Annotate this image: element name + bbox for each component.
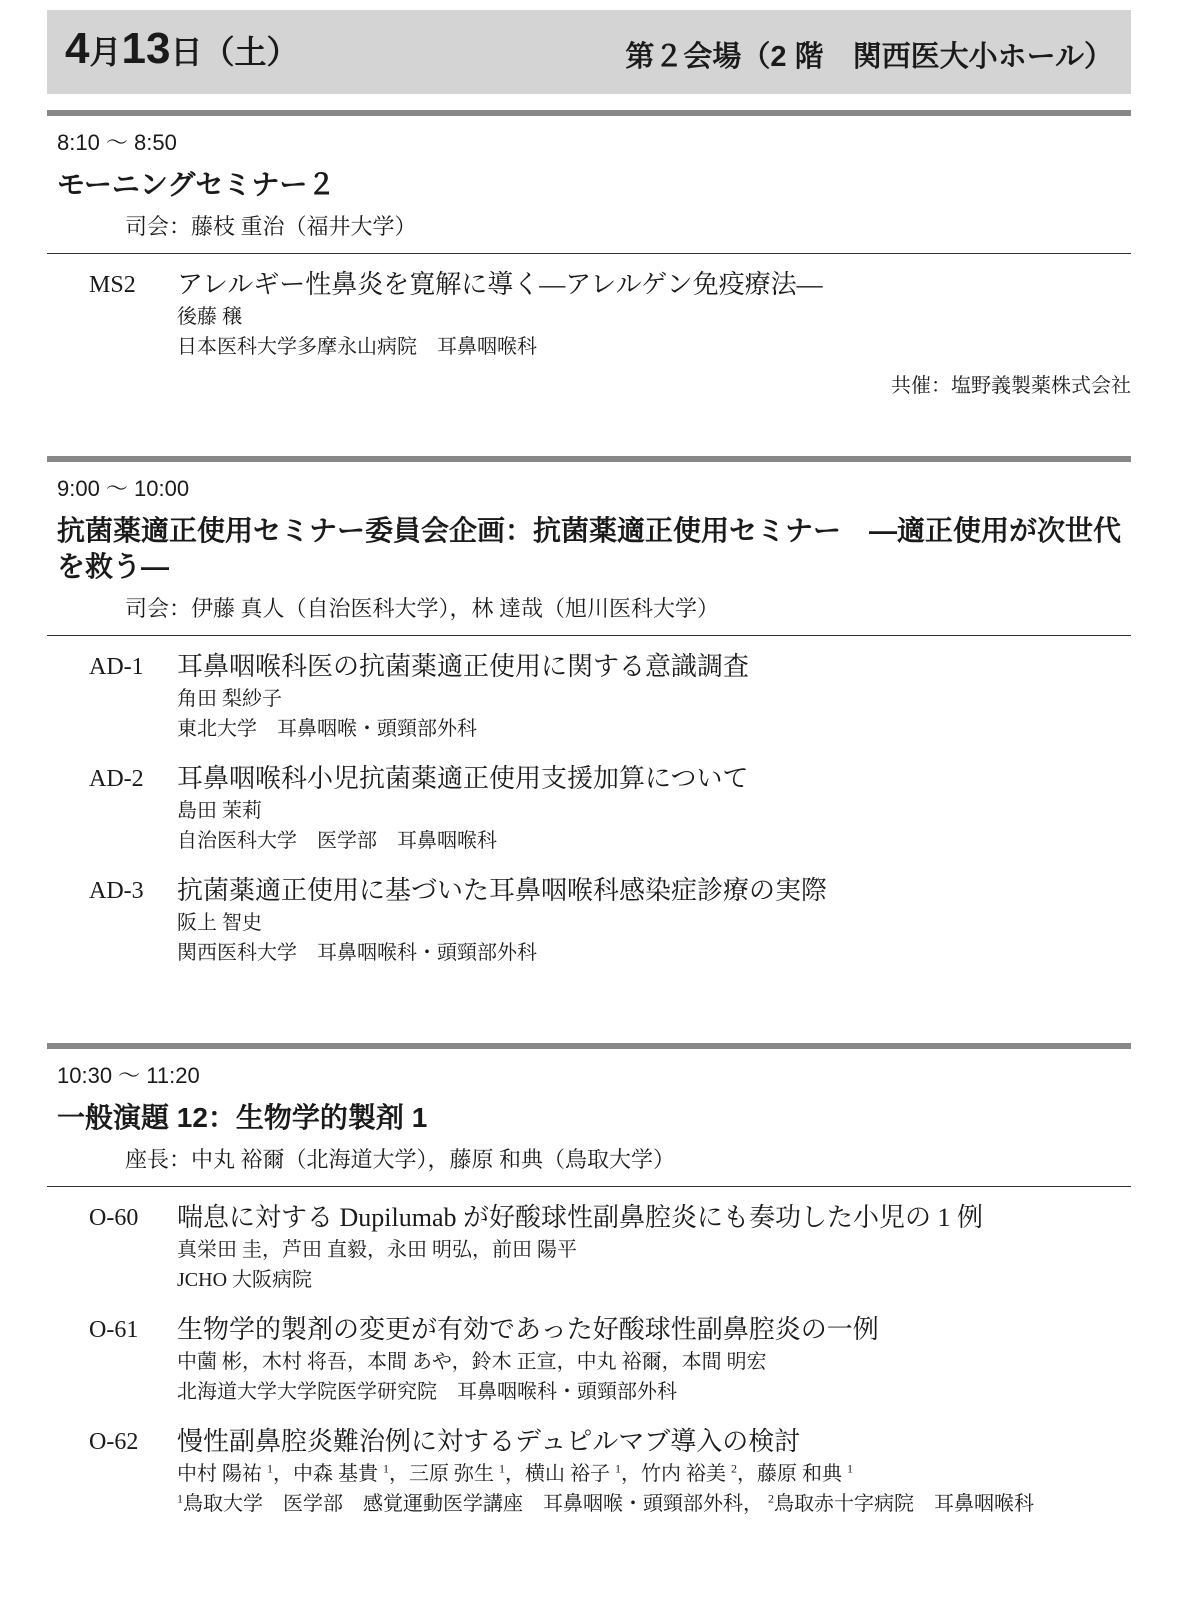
presentation-code: O-62	[89, 1429, 139, 1455]
session-time: 8:10 ～ 8:50	[57, 130, 177, 155]
program-page	[47, 10, 1131, 1515]
presentation-code: AD-1	[89, 654, 144, 680]
presentation	[47, 1425, 1131, 1519]
presentation-title: 耳鼻咽喉科医の抗菌薬適正使用に関する意識調査	[177, 652, 750, 681]
session-chair: 司会：伊藤 真人（自治医科大学），林 達哉（旭川医科大学）	[125, 596, 720, 621]
day-unit: 日	[170, 34, 203, 70]
presentation-title: アレルギー性鼻炎を寛解に導く―アレルゲン免疫療法―	[177, 270, 823, 299]
sponsor-note: 共催：塩野義製薬株式会社	[891, 375, 1131, 397]
author: 中森 基貴 $^1$，	[293, 1461, 409, 1485]
presentation	[47, 762, 1131, 856]
presentation-title: 喘息に対する Dupilumab が好酸球性副鼻腔炎にも奏功した小児の 1 例	[177, 1203, 983, 1232]
presentation-authors: 角田 梨紗子	[177, 688, 282, 710]
session-chair: 座長：中丸 裕爾（北海道大学），藤原 和典（鳥取大学）	[125, 1147, 676, 1172]
session-chair: 司会：藤枝 重治（福井大学）	[125, 214, 417, 239]
presentation-affiliation: 東北大学 耳鼻咽喉・頭頸部外科	[177, 718, 477, 740]
presentation	[47, 268, 1131, 362]
presentation	[47, 874, 1131, 968]
session-time: 9:00 ～ 10:00	[57, 476, 190, 501]
session-morning-seminar	[47, 110, 1131, 400]
presentation-authors: 阪上 智史	[177, 912, 262, 934]
presentation-code: MS2	[89, 272, 136, 298]
date-label	[65, 24, 298, 74]
session-rule	[47, 1186, 1131, 1187]
presentation-authors: 中薗 彬，木村 将吾，本間 あや，鈴木 正宣，中丸 裕爾，本間 明宏	[177, 1351, 767, 1373]
presentation-code: AD-3	[89, 878, 144, 904]
presentation-affiliation: $^1$鳥取大学 医学部 感覚運動医学講座 耳鼻咽喉・頭頸部外科， $^2$鳥取赤十字病院 耳鼻咽喉科	[177, 1491, 1034, 1515]
session-divider	[47, 456, 1131, 462]
session-title: 抗菌薬適正使用セミナー委員会企画：抗菌薬適正使用セミナー ―適正使用が次世代を救う―	[57, 515, 1122, 582]
presentation-authors: 真栄田 圭，芦田 直毅，永田 明弘，前田 陽平	[177, 1239, 577, 1261]
author: 中村 陽祐 $^1$，	[177, 1461, 293, 1485]
presentation-title: 慢性副鼻腔炎難治例に対するデュピルマブ導入の検討	[177, 1427, 801, 1456]
presentation	[47, 1201, 1131, 1295]
session-title: 一般演題 12：生物学的製剤 1	[57, 1102, 428, 1133]
session-divider	[47, 1043, 1131, 1049]
presentation-affiliation: 自治医科大学 医学部 耳鼻咽喉科	[177, 830, 497, 852]
presentation-title: 抗菌薬適正使用に基づいた耳鼻咽喉科感染症診療の実際	[177, 876, 828, 905]
presentation-code: O-61	[89, 1317, 139, 1343]
presentation-title: 耳鼻咽喉科小児抗菌薬適正使用支援加算について	[177, 764, 749, 793]
session-title: モーニングセミナー２	[57, 169, 336, 200]
day: 13	[121, 24, 171, 73]
author: 竹内 裕美 $^2$，	[641, 1461, 757, 1485]
presentation-authors: 島田 茉莉	[177, 800, 262, 822]
day-header	[47, 10, 1131, 94]
presentation	[47, 650, 1131, 744]
presentation-affiliation: 北海道大学大学院医学研究院 耳鼻咽喉科・頭頸部外科	[177, 1381, 677, 1403]
presentation-authors	[177, 1459, 1131, 1489]
month-unit: 月	[89, 34, 122, 70]
presentation-affiliation: 関西医科大学 耳鼻咽喉科・頭頸部外科	[177, 942, 537, 964]
presentation-authors: 後藤 穣	[177, 306, 242, 328]
author: 三原 弥生 $^1$，	[409, 1461, 525, 1485]
room-label: 第２会場（2 階 関西医大小ホール）	[625, 41, 1113, 73]
session-divider	[47, 110, 1131, 116]
session-rule	[47, 253, 1131, 254]
author: 藤原 和典 $^1$	[757, 1461, 853, 1485]
session-rule	[47, 635, 1131, 636]
presentation-affiliation: 日本医科大学多摩永山病院 耳鼻咽喉科	[177, 336, 537, 358]
presentation-affiliation: JCHO 大阪病院	[177, 1269, 313, 1291]
session-oral-12	[47, 1043, 1131, 1537]
presentation-title: 生物学的製剤の変更が有効であった好酸球性副鼻腔炎の一例	[177, 1315, 879, 1344]
presentation-code: AD-2	[89, 766, 144, 792]
month: 4	[65, 24, 90, 73]
presentation	[47, 1313, 1131, 1407]
session-antimicrobial-seminar	[47, 456, 1131, 986]
session-time: 10:30 ～ 11:20	[57, 1063, 200, 1088]
presentation-code: O-60	[89, 1205, 139, 1231]
weekday: （土）	[202, 34, 299, 70]
author: 横山 裕子 $^1$，	[525, 1461, 641, 1485]
